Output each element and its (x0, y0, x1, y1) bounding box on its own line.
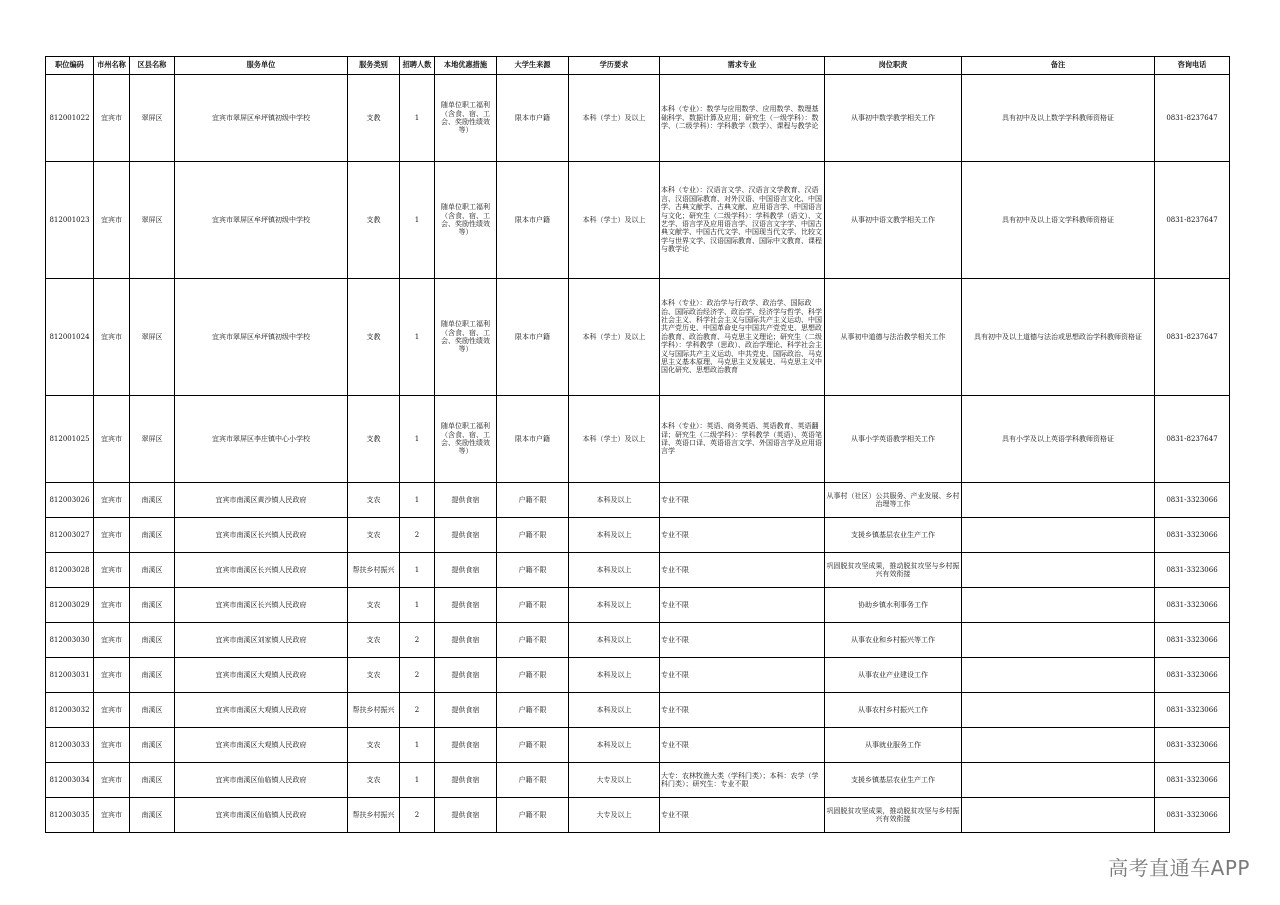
cell-count: 1 (400, 75, 435, 162)
cell-duty: 支援乡镇基层农业生产工作 (825, 518, 962, 553)
cell-source: 限本市户籍 (497, 396, 569, 483)
cell-code: 812001022 (46, 75, 94, 162)
cell-category: 支教 (348, 75, 400, 162)
cell-district: 翠屏区 (130, 279, 175, 396)
header-benefit: 本地优惠措施 (435, 57, 497, 75)
table-row (46, 75, 1230, 162)
cell-category: 支农 (348, 483, 400, 518)
cell-note (962, 798, 1155, 833)
header-row (46, 57, 1230, 75)
cell-count: 1 (400, 763, 435, 798)
cell-count: 1 (400, 553, 435, 588)
cell-code: 812003029 (46, 588, 94, 623)
table-row (46, 162, 1230, 279)
cell-category: 支农 (348, 518, 400, 553)
cell-benefit: 提供食宿 (435, 693, 497, 728)
cell-benefit: 提供食宿 (435, 588, 497, 623)
cell-edu: 本科（学士）及以上 (569, 279, 660, 396)
cell-edu: 本科（学士）及以上 (569, 396, 660, 483)
cell-major: 本科（专业）：汉语言文学、汉语言文学教育、汉语言、汉语国际教育、对外汉语、中国语言文化、中国学、古典文献学、古典文献、应用语言学、中国语言与文化；研究生（二级学科）：学科教学（语文）、文艺学、语言学及应用语言学、汉语言文字学、中国古典文献学、中国古代文学、中国现当代文学、比较文学与世界文学、汉语国际教育、国际中文教育、课程与教学论 (660, 162, 825, 279)
cell-unit: 宜宾市翠屏区牟坪镇初级中学校 (175, 279, 348, 396)
cell-note: 具有初中及以上语文学科教师资格证 (962, 162, 1155, 279)
cell-edu: 本科及以上 (569, 728, 660, 763)
cell-benefit: 随单位职工福利（含食、宿、工会、奖励性绩效等） (435, 396, 497, 483)
cell-benefit: 提供食宿 (435, 553, 497, 588)
cell-count: 1 (400, 483, 435, 518)
cell-code: 812003033 (46, 728, 94, 763)
cell-category: 支教 (348, 279, 400, 396)
cell-major: 专业不限 (660, 588, 825, 623)
cell-source: 限本市户籍 (497, 75, 569, 162)
cell-unit: 宜宾市南溪区黄沙镇人民政府 (175, 483, 348, 518)
header-phone: 咨询电话 (1155, 57, 1230, 75)
cell-major: 本科（专业）：数学与应用数学、应用数学、数理基础科学、数据计算及应用；研究生（一级学科）：数学、（二级学科）：学科教学（数学）、课程与教学论 (660, 75, 825, 162)
cell-unit: 宜宾市翠屏区牟坪镇初级中学校 (175, 75, 348, 162)
cell-count: 1 (400, 279, 435, 396)
cell-duty: 从事农村乡村振兴工作 (825, 693, 962, 728)
cell-major: 专业不限 (660, 553, 825, 588)
cell-phone: 0831-8237647 (1155, 279, 1230, 396)
cell-district: 南溪区 (130, 518, 175, 553)
cell-count: 1 (400, 162, 435, 279)
watermark-text: 高考直通车APP (1108, 856, 1250, 880)
header-count: 招聘人数 (400, 57, 435, 75)
cell-edu: 本科及以上 (569, 553, 660, 588)
cell-duty: 从事初中语文教学相关工作 (825, 162, 962, 279)
cell-source: 户籍不限 (497, 658, 569, 693)
cell-source: 户籍不限 (497, 588, 569, 623)
cell-note (962, 483, 1155, 518)
cell-unit: 宜宾市南溪区大观镇人民政府 (175, 693, 348, 728)
cell-unit: 宜宾市南溪区刘家镇人民政府 (175, 623, 348, 658)
job-table (45, 56, 1230, 833)
cell-benefit: 提供食宿 (435, 483, 497, 518)
cell-code: 812001025 (46, 396, 94, 483)
cell-phone: 0831-8237647 (1155, 396, 1230, 483)
cell-source: 户籍不限 (497, 693, 569, 728)
cell-city: 宜宾市 (94, 763, 130, 798)
cell-major: 本科（专业）：政治学与行政学、政治学、国际政治、国际政治经济学、政治学、经济学与哲学、科学社会主义、科学社会主义与国际共产主义运动、中国共产党历史、中国革命史与中国共产党党史、思想政治教育、政治教育、马克思主义理论；研究生（二级学科）：学科教学（思政）、政治学理论、科学社会主义与国际共产主义运动、中共党史、国际政治、马克思主义基本原理、马克思主义发展史、马克思主义中国化研究、思想政治教育 (660, 279, 825, 396)
cell-duty: 巩固脱贫攻坚成果，推动脱贫攻坚与乡村振兴有效衔接 (825, 798, 962, 833)
table-row (46, 763, 1230, 798)
cell-code: 812003030 (46, 623, 94, 658)
cell-duty: 协助乡镇水利事务工作 (825, 588, 962, 623)
cell-unit: 宜宾市南溪区仙临镇人民政府 (175, 798, 348, 833)
cell-category: 支农 (348, 728, 400, 763)
cell-unit: 宜宾市南溪区仙临镇人民政府 (175, 763, 348, 798)
header-major: 需求专业 (660, 57, 825, 75)
table-row (46, 693, 1230, 728)
cell-code: 812003027 (46, 518, 94, 553)
cell-city: 宜宾市 (94, 623, 130, 658)
cell-benefit: 提供食宿 (435, 763, 497, 798)
cell-city: 宜宾市 (94, 553, 130, 588)
cell-code: 812003028 (46, 553, 94, 588)
cell-benefit: 提供食宿 (435, 658, 497, 693)
cell-edu: 大专及以上 (569, 798, 660, 833)
cell-note (962, 763, 1155, 798)
cell-source: 户籍不限 (497, 553, 569, 588)
cell-major: 专业不限 (660, 728, 825, 763)
cell-source: 户籍不限 (497, 518, 569, 553)
cell-category: 帮扶乡村振兴 (348, 553, 400, 588)
cell-edu: 本科及以上 (569, 518, 660, 553)
cell-benefit: 提供食宿 (435, 518, 497, 553)
cell-major: 大专：农林牧渔大类（学科门类）；本科：农学（学科门类）；研究生：专业不限 (660, 763, 825, 798)
cell-duty: 从事农业和乡村振兴等工作 (825, 623, 962, 658)
table-row (46, 396, 1230, 483)
cell-note (962, 658, 1155, 693)
cell-duty: 巩固脱贫攻坚成果，推动脱贫攻坚与乡村振兴有效衔接 (825, 553, 962, 588)
cell-district: 翠屏区 (130, 162, 175, 279)
cell-source: 限本市户籍 (497, 162, 569, 279)
cell-code: 812003026 (46, 483, 94, 518)
cell-phone: 0831-3323066 (1155, 623, 1230, 658)
table-row (46, 798, 1230, 833)
cell-duty: 从事村（社区）公共服务、产业发展、乡村治理等工作 (825, 483, 962, 518)
cell-city: 宜宾市 (94, 162, 130, 279)
cell-benefit: 随单位职工福利（含食、宿、工会、奖励性绩效等） (435, 75, 497, 162)
cell-major: 专业不限 (660, 518, 825, 553)
cell-duty: 从事农业产业建设工作 (825, 658, 962, 693)
cell-unit: 宜宾市南溪区长兴镇人民政府 (175, 588, 348, 623)
cell-unit: 宜宾市南溪区长兴镇人民政府 (175, 518, 348, 553)
cell-category: 支农 (348, 623, 400, 658)
cell-note: 具有初中及以上数学学科教师资格证 (962, 75, 1155, 162)
cell-code: 812001024 (46, 279, 94, 396)
cell-benefit: 随单位职工福利（含食、宿、工会、奖励性绩效等） (435, 162, 497, 279)
cell-city: 宜宾市 (94, 798, 130, 833)
cell-unit: 宜宾市翠屏区牟坪镇初级中学校 (175, 162, 348, 279)
table-row (46, 658, 1230, 693)
cell-city: 宜宾市 (94, 279, 130, 396)
cell-count: 1 (400, 588, 435, 623)
cell-phone: 0831-3323066 (1155, 693, 1230, 728)
cell-duty: 支援乡镇基层农业生产工作 (825, 763, 962, 798)
cell-note: 具有小学及以上英语学科教师资格证 (962, 396, 1155, 483)
cell-source: 户籍不限 (497, 483, 569, 518)
cell-duty: 从事初中道德与法治教学相关工作 (825, 279, 962, 396)
cell-phone: 0831-3323066 (1155, 763, 1230, 798)
cell-source: 户籍不限 (497, 728, 569, 763)
cell-city: 宜宾市 (94, 588, 130, 623)
cell-count: 1 (400, 396, 435, 483)
cell-category: 支教 (348, 396, 400, 483)
cell-edu: 本科及以上 (569, 658, 660, 693)
cell-major: 本科（专业）：英语、商务英语、英语教育、英语翻译；研究生（二级学科）：学科教学（英语）、英语笔译、英语口译、英语语言文学、外国语言学及应用语言学 (660, 396, 825, 483)
cell-count: 2 (400, 798, 435, 833)
cell-source: 限本市户籍 (497, 279, 569, 396)
cell-note (962, 518, 1155, 553)
cell-code: 812003034 (46, 763, 94, 798)
cell-code: 812003031 (46, 658, 94, 693)
header-city: 市州名称 (94, 57, 130, 75)
cell-edu: 本科及以上 (569, 588, 660, 623)
cell-phone: 0831-3323066 (1155, 588, 1230, 623)
header-unit: 服务单位 (175, 57, 348, 75)
cell-major: 专业不限 (660, 693, 825, 728)
cell-major: 专业不限 (660, 658, 825, 693)
cell-note (962, 693, 1155, 728)
cell-district: 南溪区 (130, 658, 175, 693)
cell-city: 宜宾市 (94, 75, 130, 162)
cell-edu: 本科（学士）及以上 (569, 162, 660, 279)
cell-benefit: 提供食宿 (435, 623, 497, 658)
cell-district: 翠屏区 (130, 396, 175, 483)
cell-phone: 0831-3323066 (1155, 658, 1230, 693)
cell-count: 2 (400, 693, 435, 728)
cell-code: 812003035 (46, 798, 94, 833)
header-note: 备注 (962, 57, 1155, 75)
cell-category: 帮扶乡村振兴 (348, 798, 400, 833)
cell-phone: 0831-3323066 (1155, 553, 1230, 588)
cell-code: 812003032 (46, 693, 94, 728)
cell-source: 户籍不限 (497, 763, 569, 798)
cell-duty: 从事初中数学教学相关工作 (825, 75, 962, 162)
header-edu: 学历要求 (569, 57, 660, 75)
cell-major: 专业不限 (660, 483, 825, 518)
cell-district: 南溪区 (130, 763, 175, 798)
cell-note (962, 588, 1155, 623)
cell-unit: 宜宾市翠屏区李庄镇中心小学校 (175, 396, 348, 483)
cell-edu: 本科（学士）及以上 (569, 75, 660, 162)
cell-district: 南溪区 (130, 693, 175, 728)
cell-city: 宜宾市 (94, 658, 130, 693)
cell-edu: 本科及以上 (569, 483, 660, 518)
cell-note (962, 553, 1155, 588)
cell-code: 812001023 (46, 162, 94, 279)
cell-note (962, 623, 1155, 658)
cell-major: 专业不限 (660, 798, 825, 833)
cell-district: 南溪区 (130, 728, 175, 763)
header-source: 大学生来源 (497, 57, 569, 75)
table-row (46, 483, 1230, 518)
cell-major: 专业不限 (660, 623, 825, 658)
cell-category: 支教 (348, 162, 400, 279)
cell-category: 支农 (348, 588, 400, 623)
cell-phone: 0831-3323066 (1155, 728, 1230, 763)
cell-duty: 从事小学英语教学相关工作 (825, 396, 962, 483)
cell-city: 宜宾市 (94, 693, 130, 728)
cell-count: 1 (400, 728, 435, 763)
cell-benefit: 随单位职工福利（含食、宿、工会、奖励性绩效等） (435, 279, 497, 396)
table-row (46, 279, 1230, 396)
cell-phone: 0831-3323066 (1155, 483, 1230, 518)
cell-district: 南溪区 (130, 623, 175, 658)
cell-phone: 0831-8237647 (1155, 75, 1230, 162)
table-row (46, 553, 1230, 588)
cell-unit: 宜宾市南溪区大观镇人民政府 (175, 658, 348, 693)
cell-benefit: 提供食宿 (435, 798, 497, 833)
cell-city: 宜宾市 (94, 396, 130, 483)
cell-phone: 0831-8237647 (1155, 162, 1230, 279)
cell-count: 2 (400, 623, 435, 658)
header-category: 服务类别 (348, 57, 400, 75)
cell-unit: 宜宾市南溪区长兴镇人民政府 (175, 553, 348, 588)
cell-note: 具有初中及以上道德与法治或思想政治学科教师资格证 (962, 279, 1155, 396)
cell-phone: 0831-3323066 (1155, 518, 1230, 553)
table-body (46, 75, 1230, 833)
cell-source: 户籍不限 (497, 623, 569, 658)
cell-count: 2 (400, 518, 435, 553)
cell-duty: 从事就业服务工作 (825, 728, 962, 763)
cell-category: 帮扶乡村振兴 (348, 693, 400, 728)
header-district: 区县名称 (130, 57, 175, 75)
cell-source: 户籍不限 (497, 798, 569, 833)
cell-edu: 本科及以上 (569, 623, 660, 658)
table-row (46, 623, 1230, 658)
cell-district: 南溪区 (130, 798, 175, 833)
table-row (46, 588, 1230, 623)
cell-note (962, 728, 1155, 763)
cell-city: 宜宾市 (94, 518, 130, 553)
table-row (46, 518, 1230, 553)
cell-district: 南溪区 (130, 588, 175, 623)
header-duty: 岗位职责 (825, 57, 962, 75)
header-code: 职位编码 (46, 57, 94, 75)
cell-city: 宜宾市 (94, 483, 130, 518)
cell-category: 支农 (348, 763, 400, 798)
cell-district: 翠屏区 (130, 75, 175, 162)
cell-district: 南溪区 (130, 553, 175, 588)
cell-category: 支农 (348, 658, 400, 693)
cell-unit: 宜宾市南溪区大观镇人民政府 (175, 728, 348, 763)
cell-district: 南溪区 (130, 483, 175, 518)
table-row (46, 728, 1230, 763)
cell-edu: 大专及以上 (569, 763, 660, 798)
cell-city: 宜宾市 (94, 728, 130, 763)
cell-phone: 0831-3323066 (1155, 798, 1230, 833)
cell-benefit: 提供食宿 (435, 728, 497, 763)
cell-count: 2 (400, 658, 435, 693)
cell-edu: 本科及以上 (569, 693, 660, 728)
